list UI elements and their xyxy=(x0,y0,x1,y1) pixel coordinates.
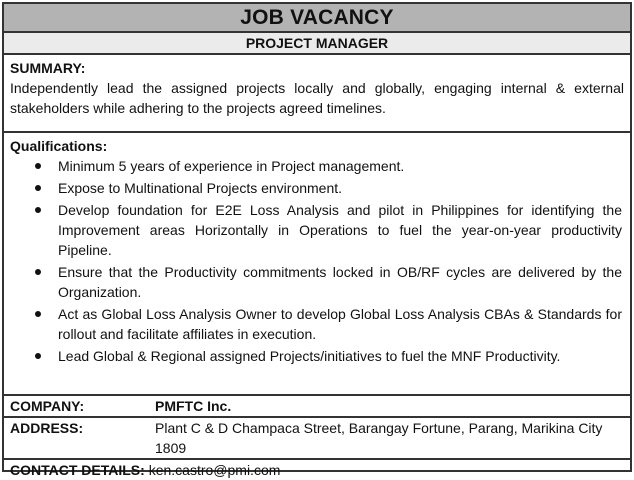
address-row xyxy=(4,418,630,460)
qualification-item: Expose to Multinational Projects environment. xyxy=(10,178,624,198)
qualification-item: Ensure that the Productivity commitments locked in OB/RF cycles are delivered by the Organization. xyxy=(10,262,624,302)
position-banner xyxy=(4,33,630,55)
qualification-item: Lead Global & Regional assigned Projects/initiatives to fuel the MNF Productivity. xyxy=(10,346,624,366)
address-value: Plant C & D Champaca Street, Barangay Fortune, Parang, Marikina City 1809 xyxy=(155,420,603,456)
position-title: PROJECT MANAGER xyxy=(245,35,389,51)
title-banner xyxy=(4,4,630,33)
qualifications-section xyxy=(4,133,630,396)
qualification-item: Develop foundation for E2E Loss Analysis and pilot in Philippines for identifying the Improvement areas Horizontally in Operations to fuel the year-on-year productivity Pipeline. xyxy=(10,200,624,260)
company-label: COMPANY: xyxy=(10,398,85,414)
company-row xyxy=(4,396,630,418)
qualification-item: Minimum 5 years of experience in Project management. xyxy=(10,156,624,176)
ad-title: JOB VACANCY xyxy=(240,5,394,29)
summary-section xyxy=(4,55,630,133)
qualifications-list xyxy=(10,156,624,366)
summary-label: SUMMARY: xyxy=(10,60,86,76)
contact-email[interactable]: ken.castro@pmi.com xyxy=(148,462,281,478)
summary-text: Independently lead the assigned projects locally and globally, engaging internal & external stakeholders while adhering to the projects agreed timelines. xyxy=(10,80,624,116)
job-vacancy-ad xyxy=(2,2,632,478)
qualifications-label: Qualifications: xyxy=(10,138,108,154)
contact-row xyxy=(4,460,630,480)
address-label: ADDRESS: xyxy=(10,420,84,436)
contact-label: CONTACT DETAILS: xyxy=(10,462,145,478)
qualification-item: Act as Global Loss Analysis Owner to develop Global Loss Analysis CBAs & Standards for rollout and facilitate affiliates in execution. xyxy=(10,304,624,344)
company-value: PMFTC Inc. xyxy=(155,398,232,414)
